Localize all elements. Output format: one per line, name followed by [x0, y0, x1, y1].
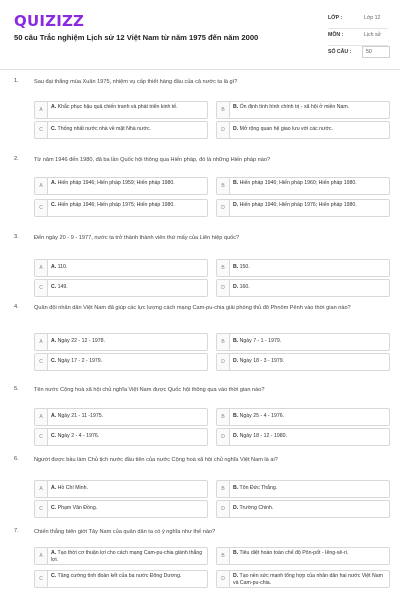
option-text: [51, 284, 203, 291]
answer-option-c[interactable]: [34, 353, 208, 371]
worksheet-meta: [328, 12, 388, 62]
option-label: 150.: [239, 264, 250, 270]
answer-option-c[interactable]: [34, 500, 208, 518]
meta-value: Lịch sử: [364, 32, 382, 38]
option-label: Ngày 17 - 2 - 1979.: [57, 358, 103, 364]
option-key: A.: [51, 104, 57, 110]
option-label: 149.: [57, 284, 68, 290]
answer-option-c[interactable]: [34, 570, 208, 588]
option-text: [233, 433, 385, 440]
answer-option-d[interactable]: [216, 500, 390, 518]
question-number: 6.: [14, 456, 19, 462]
question-block: [0, 78, 400, 133]
answer-option-a[interactable]: [34, 101, 208, 119]
option-letter-badge: B: [217, 334, 230, 350]
option-letter-badge: A: [35, 260, 48, 276]
option-text: [233, 284, 385, 291]
question-number: 5.: [14, 386, 19, 392]
option-letter-badge: D: [217, 280, 230, 296]
question-text: Người được bầu làm Chủ tịch nước đầu tiên của nước Cộng hoà xã hội chủ nghĩa Việt Nam là ai?: [34, 457, 278, 463]
meta-row-class: [328, 12, 388, 29]
option-label: Tôn Đức Thắng.: [239, 485, 278, 491]
option-key: D.: [233, 126, 239, 132]
answer-option-a[interactable]: [34, 177, 208, 195]
answer-option-d[interactable]: [216, 353, 390, 371]
option-label: Ngày 25 - 4 - 1976.: [239, 413, 285, 419]
option-label: Hiến pháp 1946; Hiến pháp 1960; Hiến pháp 1980.: [239, 180, 357, 186]
answer-option-b[interactable]: [216, 480, 390, 498]
option-label: Tăng cường tình đoàn kết của ba nước Đông Dương.: [57, 573, 182, 579]
option-letter-badge: D: [217, 122, 230, 138]
question-number: 7.: [14, 528, 19, 534]
header-divider: [0, 69, 400, 70]
meta-label: MÔN :: [328, 32, 344, 38]
option-label: Hiến pháp 1946; Hiến pháp 1976; Hiến pháp 1980.: [239, 202, 357, 208]
option-letter-badge: A: [35, 409, 48, 425]
option-letter-badge: C: [35, 571, 48, 587]
option-letter-badge: A: [35, 102, 48, 118]
option-letter-badge: D: [217, 200, 230, 216]
answer-option-b[interactable]: [216, 547, 390, 565]
option-text: [233, 485, 385, 492]
option-letter-badge: B: [217, 409, 230, 425]
option-letter-badge: B: [217, 178, 230, 194]
option-label: Tạo nền sức mạnh tổng hợp của nhân dân hai nước Việt Nam và Cam-pu-chia.: [233, 573, 383, 586]
answer-option-c[interactable]: [34, 279, 208, 297]
option-key: B.: [233, 264, 239, 270]
option-text: [233, 505, 385, 512]
option-text: [51, 485, 203, 492]
answer-option-b[interactable]: [216, 101, 390, 119]
option-key: C.: [51, 284, 57, 290]
option-letter-badge: A: [35, 178, 48, 194]
option-key: D.: [233, 573, 239, 579]
option-key: C.: [51, 202, 57, 208]
option-letter-badge: C: [35, 280, 48, 296]
option-label: 110.: [57, 264, 68, 270]
option-letter-badge: A: [35, 548, 48, 564]
answer-option-d[interactable]: [216, 121, 390, 139]
option-key: D.: [233, 433, 239, 439]
option-text: [51, 433, 203, 440]
option-text: [233, 550, 385, 557]
option-label: Tạo thời cơ thuận lợi cho cách mạng Cam-pu-chia giành thắng lợi.: [51, 550, 203, 563]
answer-option-b[interactable]: [216, 333, 390, 351]
option-key: A.: [51, 338, 57, 344]
meta-row-count: [328, 46, 388, 62]
answer-option-d[interactable]: [216, 199, 390, 217]
option-label: Ngày 18 - 12 - 1980.: [239, 433, 287, 439]
option-text: [233, 573, 385, 586]
option-label: Hiến pháp 1946; Hiến pháp 1959; Hiến pháp 1980.: [57, 180, 175, 186]
question-number: 3.: [14, 234, 19, 240]
option-key: A.: [51, 180, 57, 186]
option-text: [233, 413, 385, 420]
option-letter-badge: D: [217, 429, 230, 445]
meta-value: 50: [366, 49, 372, 55]
question-text: Tên nước Cộng hoà xã hội chủ nghĩa Việt Nam được Quốc hội thông qua vào thời gian nào?: [34, 387, 265, 393]
option-text: [233, 338, 385, 345]
answer-option-a[interactable]: [34, 259, 208, 277]
answer-option-d[interactable]: [216, 570, 390, 588]
option-label: Trường Chinh.: [239, 505, 274, 511]
option-text: [51, 202, 203, 209]
option-key: D.: [233, 284, 239, 290]
question-text: Chiến thắng biên giới Tây Nam của quân dân ta có ý nghĩa như thế nào?: [34, 529, 216, 535]
question-count-box: [362, 46, 390, 58]
option-letter-badge: A: [35, 481, 48, 497]
answer-option-c[interactable]: [34, 428, 208, 446]
option-label: Hồ Chí Minh.: [57, 485, 88, 491]
option-label: Mở rộng quan hệ giao lưu với các nước.: [239, 126, 333, 132]
option-text: [51, 550, 203, 563]
option-text: [51, 180, 203, 187]
option-label: Ngày 2 - 4 - 1976.: [57, 433, 100, 439]
option-text: [233, 202, 385, 209]
option-letter-badge: B: [217, 102, 230, 118]
option-text: [51, 264, 203, 271]
option-letter-badge: B: [217, 481, 230, 497]
option-text: [51, 358, 203, 365]
option-label: Ngày 7 - 1 - 1979.: [239, 338, 282, 344]
option-key: C.: [51, 433, 57, 439]
option-key: B.: [233, 104, 239, 110]
answer-option-a[interactable]: [34, 408, 208, 426]
option-letter-badge: C: [35, 200, 48, 216]
answer-option-b[interactable]: [216, 408, 390, 426]
option-letter-badge: D: [217, 501, 230, 517]
question-text: Quân đội nhân dân Việt Nam đã giúp các lực lượng cách mạng Cam-pu-chia giải phóng thủ đô Phnôm Pênh vào thời gian nào?: [34, 305, 351, 311]
answer-option-a[interactable]: [34, 547, 208, 565]
answer-option-d[interactable]: [216, 428, 390, 446]
option-text: [233, 104, 385, 111]
option-label: Ổn định tình hình chính trị - xã hội ở miền Nam.: [239, 104, 350, 110]
option-letter-badge: D: [217, 571, 230, 587]
worksheet-header: [0, 0, 400, 68]
option-text: [51, 338, 203, 345]
option-key: A.: [51, 485, 57, 491]
answer-option-b[interactable]: [216, 259, 390, 277]
option-letter-badge: A: [35, 334, 48, 350]
option-label: Thống nhất nước nhà về mặt Nhà nước.: [57, 126, 151, 132]
meta-label: SỐ CÂU :: [328, 49, 352, 55]
option-key: C.: [51, 505, 57, 511]
question-number: 1.: [14, 78, 19, 84]
option-text: [51, 505, 203, 512]
option-text: [51, 573, 203, 580]
option-key: D.: [233, 202, 239, 208]
question-number: 2.: [14, 156, 19, 162]
option-label: Ngày 21 - 11 -1975.: [57, 413, 104, 419]
question-block: [0, 304, 400, 365]
option-label: 160.: [239, 284, 250, 290]
option-label: Hiến pháp 1946; Hiến pháp 1975; Hiến pháp 1980.: [57, 202, 175, 208]
option-key: D.: [233, 505, 239, 511]
option-key: A.: [51, 264, 57, 270]
option-letter-badge: C: [35, 354, 48, 370]
option-text: [51, 104, 203, 111]
option-text: [233, 180, 385, 187]
meta-value: Lớp 12: [364, 15, 381, 21]
option-key: B.: [233, 338, 239, 344]
meta-row-subject: [328, 29, 388, 46]
option-label: Ngày 18 - 3 - 1979.: [239, 358, 285, 364]
option-key: C.: [51, 126, 57, 132]
quizizz-logo: QUIZIZZ: [14, 12, 85, 30]
option-key: B.: [233, 413, 239, 419]
answer-option-c[interactable]: [34, 199, 208, 217]
question-block: [0, 528, 400, 586]
question-text: Sau đại thắng mùa Xuân 1975, nhiệm vụ cấp thiết hàng đầu của cả nước ta là gì?: [34, 79, 238, 85]
question-block: [0, 156, 400, 211]
answer-option-a[interactable]: [34, 333, 208, 351]
option-text: [233, 126, 385, 133]
answer-option-d[interactable]: [216, 279, 390, 297]
option-label: Phạm Văn Đồng.: [57, 505, 98, 511]
option-label: Ngày 22 - 12 - 1978.: [57, 338, 105, 344]
option-letter-badge: C: [35, 501, 48, 517]
answer-option-a[interactable]: [34, 480, 208, 498]
option-text: [233, 264, 385, 271]
option-text: [51, 413, 203, 420]
option-text: [233, 358, 385, 365]
option-letter-badge: C: [35, 429, 48, 445]
option-key: B.: [233, 550, 239, 556]
option-letter-badge: C: [35, 122, 48, 138]
question-text: Đến ngày 20 - 9 - 1977, nước ta trở thành thành viên thứ mấy của Liên hiệp quốc?: [34, 235, 240, 241]
answer-option-c[interactable]: [34, 121, 208, 139]
question-block: [0, 456, 400, 512]
answer-option-b[interactable]: [216, 177, 390, 195]
option-text: [51, 126, 203, 133]
option-letter-badge: D: [217, 354, 230, 370]
option-key: B.: [233, 180, 239, 186]
option-key: A.: [51, 550, 57, 556]
worksheet-title: 50 câu Trắc nghiệm Lịch sử 12 Việt Nam từ năm 1975 đến năm 2000: [14, 33, 259, 42]
option-letter-badge: B: [217, 260, 230, 276]
option-letter-badge: B: [217, 548, 230, 564]
meta-label: LỚP :: [328, 15, 343, 21]
option-key: B.: [233, 485, 239, 491]
option-key: C.: [51, 573, 57, 579]
question-block: [0, 234, 400, 291]
question-text: Từ năm 1946 đến 1980, đã ba lần Quốc hội thông qua Hiến pháp, đó là những Hiến pháp nào?: [34, 157, 271, 163]
option-key: A.: [51, 413, 57, 419]
option-key: D.: [233, 358, 239, 364]
option-label: Tiêu diệt hoàn toàn chế độ Pôn-pốt - Iêng-xê-ri.: [239, 550, 349, 556]
option-key: C.: [51, 358, 57, 364]
question-block: [0, 386, 400, 440]
option-label: Khắc phục hậu quả chiến tranh và phát triển kinh tế.: [57, 104, 178, 110]
question-number: 4.: [14, 304, 19, 310]
